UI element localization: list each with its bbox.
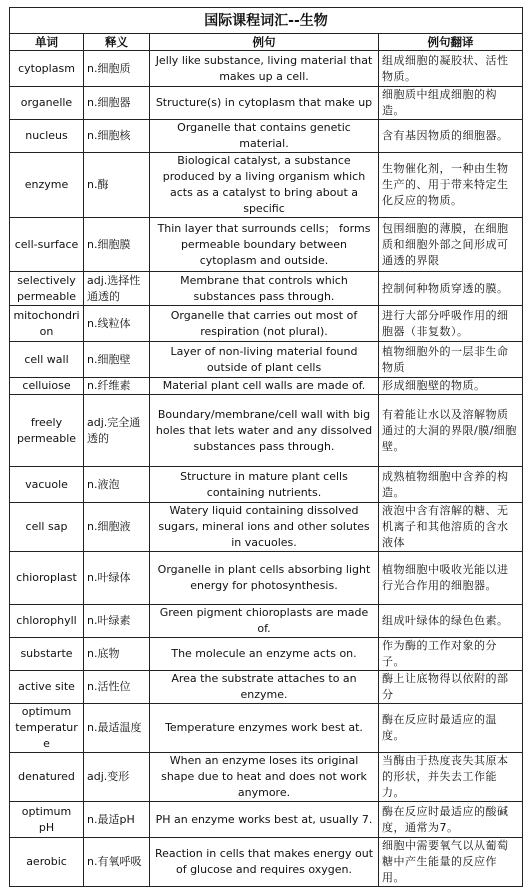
word-cell: substarte xyxy=(10,638,84,671)
meaning-cell: n.活性位 xyxy=(84,671,150,704)
word-cell: vacuole xyxy=(10,467,84,503)
translation-cell: 作为酶的工作对象的分子。 xyxy=(379,638,523,671)
word-cell: celluiose xyxy=(10,378,84,395)
example-cell: When an enzyme loses its original shape due to heat and does not work anymore. xyxy=(150,753,379,802)
example-cell: Temperature enzymes work best at. xyxy=(150,704,379,753)
meaning-cell: n.底物 xyxy=(84,638,150,671)
table-row xyxy=(10,838,523,887)
table-row xyxy=(10,218,523,272)
table-row xyxy=(10,671,523,704)
example-cell: Structure(s) in cytoplasm that make up xyxy=(150,87,379,120)
meaning-cell: adj.变形 xyxy=(84,753,150,802)
meaning-cell: n.叶绿体 xyxy=(84,552,150,605)
word-cell: nucleus xyxy=(10,120,84,153)
header-translation: 例句翻译 xyxy=(379,34,523,51)
title-row xyxy=(10,8,523,34)
example-cell: Membrane that controls which substances pass through. xyxy=(150,272,379,306)
table-row xyxy=(10,704,523,753)
translation-cell: 有着能让水以及溶解物质通过的大洞的界限/膜/细胞壁。 xyxy=(379,395,523,467)
table-row xyxy=(10,802,523,838)
meaning-cell: n.最适pH xyxy=(84,802,150,838)
word-cell: enzyme xyxy=(10,153,84,218)
word-cell: denatured xyxy=(10,753,84,802)
example-cell: Biological catalyst, a substance produced by a living organism which acts as a catalyst to bring about a specific xyxy=(150,153,379,218)
table-row xyxy=(10,638,523,671)
meaning-cell: n.细胞液 xyxy=(84,503,150,552)
word-cell: chlorophyll xyxy=(10,605,84,638)
meaning-cell: n.细胞膜 xyxy=(84,218,150,272)
meaning-cell: n.纤维素 xyxy=(84,378,150,395)
example-cell: Thin layer that surrounds cells； forms permeable boundary between cytoplasm and outside. xyxy=(150,218,379,272)
meaning-cell: n.线粒体 xyxy=(84,306,150,342)
word-cell: cell-surface xyxy=(10,218,84,272)
example-cell: Boundary/membrane/cell wall with big holes that lets water and any dissolved substances pass through. xyxy=(150,395,379,467)
header-row xyxy=(10,34,523,51)
table-row xyxy=(10,753,523,802)
table-row xyxy=(10,395,523,467)
meaning-cell: adj.选择性通透的 xyxy=(84,272,150,306)
translation-cell: 细胞质中组成细胞的构造。 xyxy=(379,87,523,120)
example-cell: Layer of non-living material found outside of plant cells xyxy=(150,342,379,378)
word-cell: organelle xyxy=(10,87,84,120)
example-cell: Area the substrate attaches to an enzyme. xyxy=(150,671,379,704)
translation-cell: 液泡中含有溶解的糖、无机离子和其他溶质的含水液体 xyxy=(379,503,523,552)
translation-cell: 植物细胞中吸收光能以进行光合作用的细胞器。 xyxy=(379,552,523,605)
example-cell: Green pigment chioroplasts are made of. xyxy=(150,605,379,638)
translation-cell: 控制何种物质穿透的膜。 xyxy=(379,272,523,306)
table-row xyxy=(10,272,523,306)
translation-cell: 进行大部分呼吸作用的细胞器（非复数）。 xyxy=(379,306,523,342)
example-cell: The molecule an enzyme acts on. xyxy=(150,638,379,671)
table-row xyxy=(10,120,523,153)
example-cell: Organelle that carries out most of respiration (not plural). xyxy=(150,306,379,342)
translation-cell: 形成细胞壁的物质。 xyxy=(379,378,523,395)
header-word: 单词 xyxy=(10,34,84,51)
example-cell: Structure in mature plant cells containing nutrients. xyxy=(150,467,379,503)
meaning-cell: adj.完全通透的 xyxy=(84,395,150,467)
translation-cell: 包围细胞的薄膜，在细胞质和细胞外部之间形成可通透的界限 xyxy=(379,218,523,272)
word-cell: freely permeable xyxy=(10,395,84,467)
example-cell: Material plant cell walls are made of. xyxy=(150,378,379,395)
word-cell: selectively permeable xyxy=(10,272,84,306)
translation-cell: 组成叶绿体的绿色色素。 xyxy=(379,605,523,638)
table-row xyxy=(10,51,523,87)
translation-cell: 细胞中需要氧气以从葡萄糖中产生能量的反应作用。 xyxy=(379,838,523,887)
meaning-cell: n.细胞质 xyxy=(84,51,150,87)
meaning-cell: n.叶绿素 xyxy=(84,605,150,638)
table-row xyxy=(10,342,523,378)
table-title: 国际课程词汇--生物 xyxy=(10,8,523,34)
example-cell: Organelle in plant cells absorbing light energy for photosynthesis. xyxy=(150,552,379,605)
meaning-cell: n.细胞壁 xyxy=(84,342,150,378)
example-cell: Watery liquid containing dissolved sugars, mineral ions and other solutes in vacuoles. xyxy=(150,503,379,552)
translation-cell: 组成细胞的凝胶状、活性物质。 xyxy=(379,51,523,87)
word-cell: active site xyxy=(10,671,84,704)
word-cell: cytoplasm xyxy=(10,51,84,87)
word-cell: chioroplast xyxy=(10,552,84,605)
meaning-cell: n.有氧呼吸 xyxy=(84,838,150,887)
meaning-cell: n.最适温度 xyxy=(84,704,150,753)
table-row xyxy=(10,378,523,395)
table-row xyxy=(10,467,523,503)
word-cell: optimum pH xyxy=(10,802,84,838)
translation-cell: 植物细胞外的一层非生命物质 xyxy=(379,342,523,378)
example-cell: Jelly like substance, living material that makes up a cell. xyxy=(150,51,379,87)
translation-cell: 生物催化剂，一种由生物生产的、用于带来特定生化反应的物质。 xyxy=(379,153,523,218)
header-example: 例句 xyxy=(150,34,379,51)
word-cell: cell sap xyxy=(10,503,84,552)
table-row xyxy=(10,605,523,638)
translation-cell: 含有基因物质的细胞器。 xyxy=(379,120,523,153)
table-row xyxy=(10,306,523,342)
word-cell: cell wall xyxy=(10,342,84,378)
example-cell: Organelle that contains genetic material. xyxy=(150,120,379,153)
word-cell: optimum temperature xyxy=(10,704,84,753)
translation-cell: 当酶由于热度丧失其原本的形状，并失去工作能力。 xyxy=(379,753,523,802)
meaning-cell: n.细胞器 xyxy=(84,87,150,120)
meaning-cell: n.细胞核 xyxy=(84,120,150,153)
table-row xyxy=(10,503,523,552)
header-meaning: 释义 xyxy=(84,34,150,51)
table-row xyxy=(10,153,523,218)
table-row xyxy=(10,87,523,120)
example-cell: Reaction in cells that makes energy out of glucose and requires oxygen. xyxy=(150,838,379,887)
translation-cell: 酶上让底物得以依附的部分 xyxy=(379,671,523,704)
vocabulary-table xyxy=(9,7,523,887)
example-cell: PH an enzyme works best at, usually 7. xyxy=(150,802,379,838)
word-cell: mitochondrion xyxy=(10,306,84,342)
word-cell: aerobic xyxy=(10,838,84,887)
meaning-cell: n.酶 xyxy=(84,153,150,218)
translation-cell: 酶在反应时最适应的温度。 xyxy=(379,704,523,753)
table-row xyxy=(10,552,523,605)
translation-cell: 成熟植物细胞中含养的构造。 xyxy=(379,467,523,503)
meaning-cell: n.液泡 xyxy=(84,467,150,503)
translation-cell: 酶在反应时最适应的酸碱度，通常为7。 xyxy=(379,802,523,838)
